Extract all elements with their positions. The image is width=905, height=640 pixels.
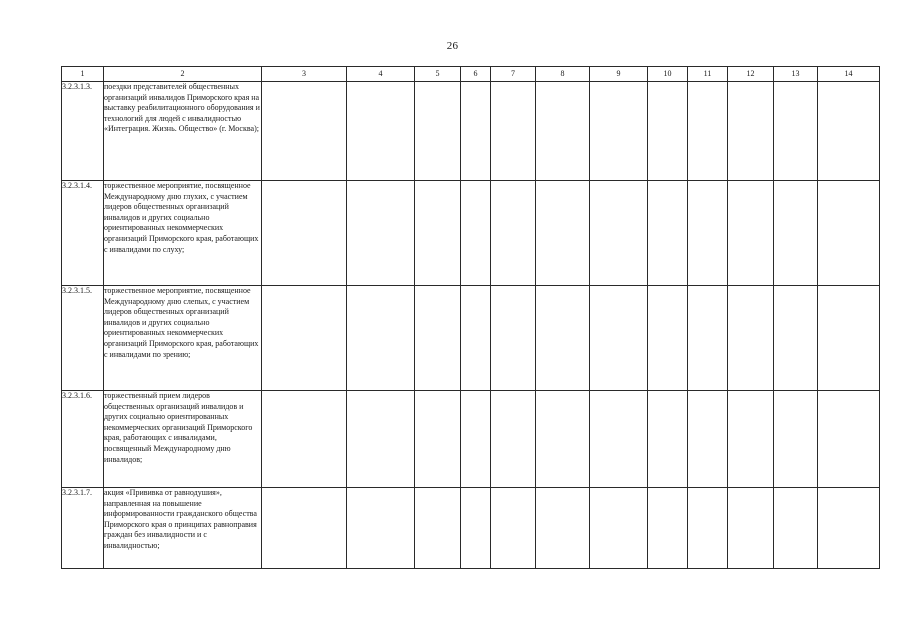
column-header: 11 — [688, 67, 728, 82]
column-header: 5 — [415, 67, 461, 82]
empty-cell — [415, 181, 461, 286]
empty-cell — [461, 286, 491, 391]
empty-cell — [688, 391, 728, 488]
empty-cell — [536, 82, 590, 181]
column-header: 6 — [461, 67, 491, 82]
column-header: 4 — [347, 67, 415, 82]
empty-cell — [818, 391, 880, 488]
empty-cell — [818, 82, 880, 181]
empty-cell — [415, 286, 461, 391]
empty-cell — [818, 181, 880, 286]
row-code: 3.2.3.1.6. — [62, 391, 104, 488]
column-header: 1 — [62, 67, 104, 82]
empty-cell — [536, 181, 590, 286]
empty-cell — [536, 391, 590, 488]
row-code: 3.2.3.1.4. — [62, 181, 104, 286]
empty-cell — [774, 488, 818, 569]
row-code: 3.2.3.1.5. — [62, 286, 104, 391]
empty-cell — [491, 488, 536, 569]
page-number: 26 — [446, 40, 459, 52]
empty-cell — [688, 286, 728, 391]
empty-cell — [590, 286, 648, 391]
row-description: акция «Прививка от равнодушия», направленная на повышение информированности гражданского общества Приморского края о принципах равноправия граждан без инвалидности и с инвалидностью; — [104, 488, 262, 569]
column-header: 10 — [648, 67, 688, 82]
empty-cell — [491, 181, 536, 286]
empty-cell — [818, 488, 880, 569]
column-header: 13 — [774, 67, 818, 82]
empty-cell — [688, 488, 728, 569]
empty-cell — [347, 82, 415, 181]
empty-cell — [536, 286, 590, 391]
empty-cell — [347, 391, 415, 488]
empty-cell — [728, 391, 774, 488]
column-header: 12 — [728, 67, 774, 82]
row-code: 3.2.3.1.7. — [62, 488, 104, 569]
empty-cell — [262, 488, 347, 569]
empty-cell — [590, 488, 648, 569]
empty-cell — [415, 82, 461, 181]
empty-cell — [728, 181, 774, 286]
table-row — [62, 181, 880, 286]
empty-cell — [347, 181, 415, 286]
table-row — [62, 391, 880, 488]
empty-cell — [491, 391, 536, 488]
empty-cell — [262, 181, 347, 286]
empty-cell — [648, 488, 688, 569]
empty-cell — [648, 286, 688, 391]
empty-cell — [461, 181, 491, 286]
column-header: 3 — [262, 67, 347, 82]
empty-cell — [347, 488, 415, 569]
empty-cell — [536, 488, 590, 569]
empty-cell — [491, 286, 536, 391]
column-header: 14 — [818, 67, 880, 82]
row-description: торжественный прием лидеров общественных организаций инвалидов и других социально ориентированных некоммерческих организаций Приморского края, работающих с инвалидами, посвященный Международному дню инвалидов; — [104, 391, 262, 488]
empty-cell — [774, 181, 818, 286]
column-header: 7 — [491, 67, 536, 82]
empty-cell — [461, 391, 491, 488]
empty-cell — [491, 82, 536, 181]
empty-cell — [590, 82, 648, 181]
empty-cell — [648, 82, 688, 181]
empty-cell — [818, 286, 880, 391]
table-row — [62, 488, 880, 569]
empty-cell — [728, 286, 774, 391]
row-description: торжественное мероприятие, посвященное Международному дню глухих, с участием лидеров общественных организаций инвалидов и других социально ориентированных некоммерческих организаций Приморского края, работающих с инвалидами по слуху; — [104, 181, 262, 286]
empty-cell — [774, 82, 818, 181]
empty-cell — [262, 82, 347, 181]
empty-cell — [688, 181, 728, 286]
empty-cell — [461, 82, 491, 181]
row-code: 3.2.3.1.3. — [62, 82, 104, 181]
empty-cell — [688, 82, 728, 181]
column-header: 8 — [536, 67, 590, 82]
row-description: поездки представителей общественных организаций инвалидов Приморского края на выставку реабилитационного оборудования и технологий для людей с инвалидностью «Интеграция. Жизнь. Общество» (г. Москва); — [104, 82, 262, 181]
empty-cell — [590, 181, 648, 286]
empty-cell — [347, 286, 415, 391]
data-table — [61, 66, 880, 569]
empty-cell — [415, 391, 461, 488]
header-row — [62, 67, 880, 82]
empty-cell — [590, 391, 648, 488]
empty-cell — [774, 391, 818, 488]
empty-cell — [415, 488, 461, 569]
column-header: 2 — [104, 67, 262, 82]
empty-cell — [648, 181, 688, 286]
empty-cell — [262, 286, 347, 391]
empty-cell — [728, 82, 774, 181]
empty-cell — [648, 391, 688, 488]
column-header: 9 — [590, 67, 648, 82]
row-description: торжественное мероприятие, посвященное Международному дню слепых, с участием лидеров общественных организаций инвалидов и других социально ориентированных некоммерческих организаций Приморского края, работающих с инвалидами по зрению; — [104, 286, 262, 391]
empty-cell — [461, 488, 491, 569]
empty-cell — [262, 391, 347, 488]
table-row — [62, 82, 880, 181]
table-row — [62, 286, 880, 391]
empty-cell — [728, 488, 774, 569]
empty-cell — [774, 286, 818, 391]
